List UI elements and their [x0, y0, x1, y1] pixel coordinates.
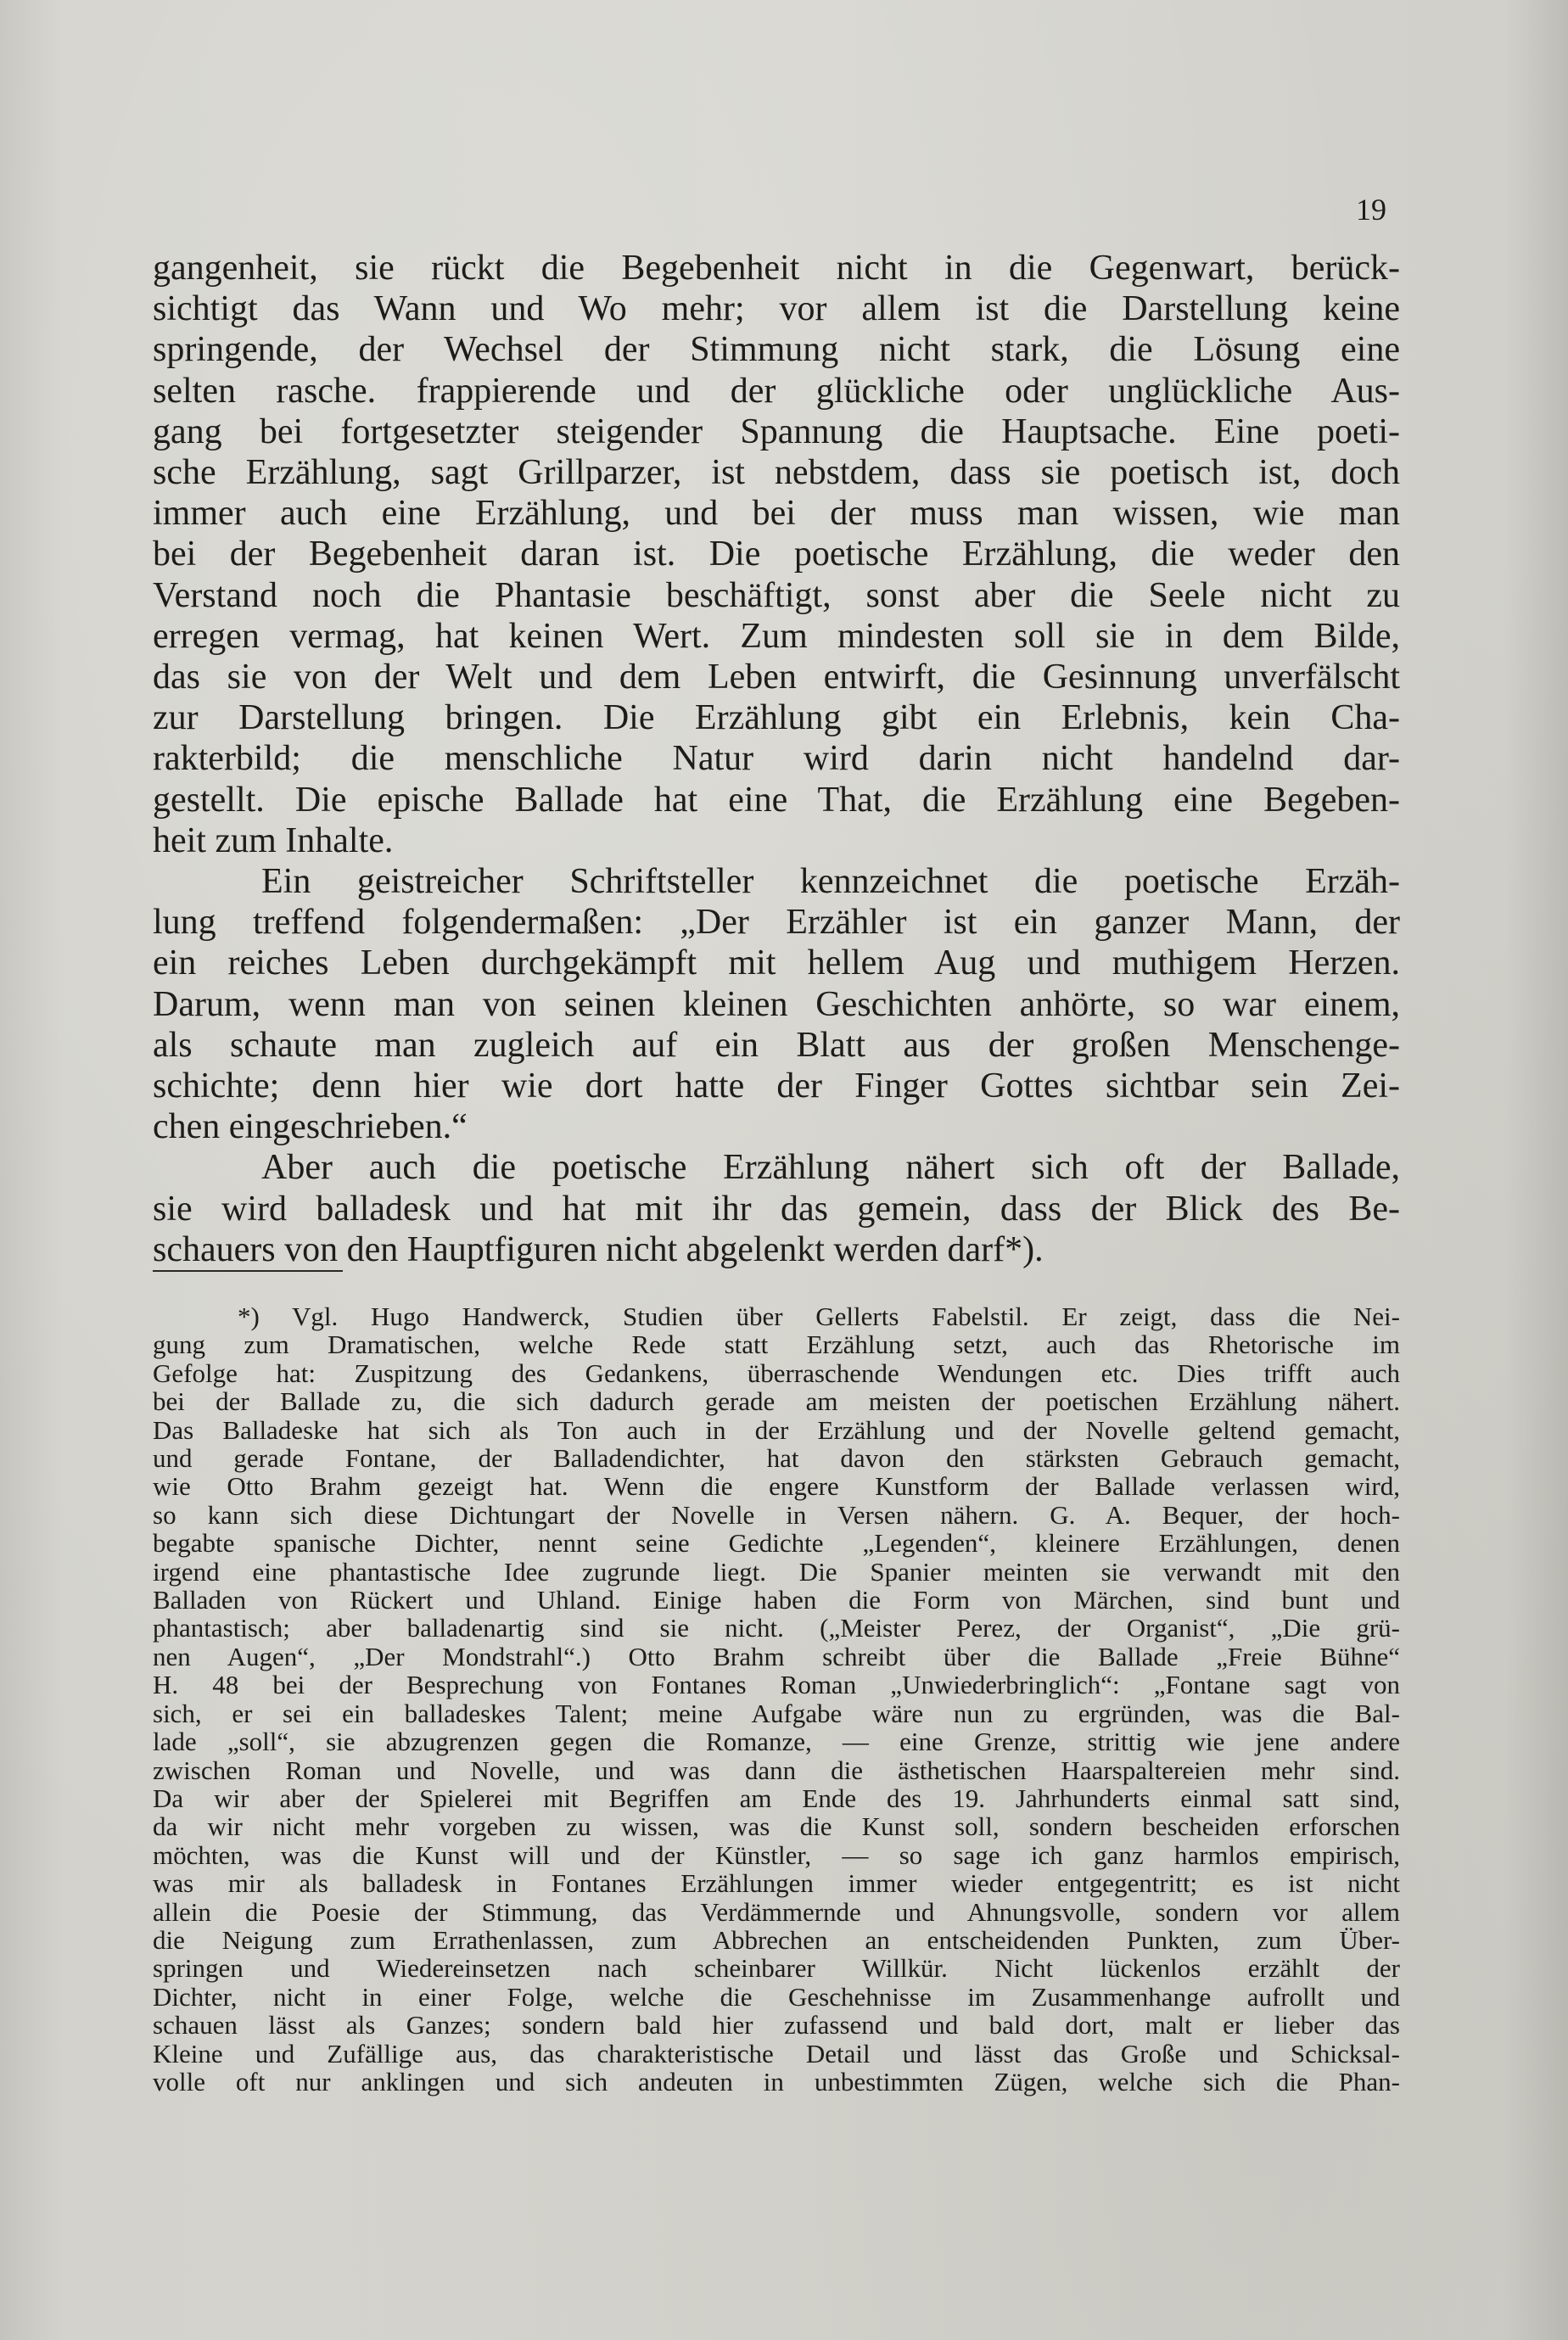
- text-line: zur Darstellung bringen. Die Erzählung gibt ein Erlebnis, kein Cha-: [153, 698, 1400, 738]
- text-line: erregen vermag, hat keinen Wert. Zum mindesten soll sie in dem Bilde,: [153, 616, 1400, 656]
- text-line: sie wird balladesk und hat mit ihr das gemein, dass der Blick des Be-: [153, 1189, 1400, 1229]
- text-line: schauers von den Hauptfiguren nicht abgelenkt werden darf*).: [153, 1229, 1044, 1269]
- text-line: ein reiches Leben durchgekämpft mit hellem Aug und muthigem Herzen.: [153, 943, 1400, 983]
- page-number: 19: [1356, 193, 1386, 227]
- footnote-line: phantastisch; aber balladenartig sind sie nicht. („Meister Perez, der Organist“, „Die grü-: [153, 1613, 1400, 1643]
- text-line: Verstand noch die Phantasie beschäftigt, sonst aber die Seele nicht zu: [153, 575, 1400, 615]
- text-line: Ein geistreicher Schriftsteller kennzeichnet die poetische Erzäh-: [261, 862, 1400, 902]
- footnote-line: da wir nicht mehr vorgeben zu wissen, was die Kunst soll, sondern bescheiden erforschen: [153, 1811, 1400, 1842]
- footnote-line: Kleine und Zufällige aus, das charakteristische Detail und lässt das Große und Schicksal-: [153, 2038, 1400, 2068]
- footnote-line: lade „soll“, sie abzugrenzen gegen die Romanze, — eine Grenze, strittig wie jene andere: [153, 1727, 1400, 1757]
- text-line: sche Erzählung, sagt Grillparzer, ist nebstdem, dass sie poetisch ist, doch: [153, 453, 1400, 493]
- footnote-line: die Neigung zum Errathenlassen, zum Abbrechen an entscheidenden Punkten, zum Über-: [153, 1924, 1400, 1955]
- text-line: schichte; denn hier wie dort hatte der Finger Gottes sichtbar sein Zei-: [153, 1066, 1400, 1106]
- text-line: bei der Begebenheit daran ist. Die poetische Erzählung, die weder den: [153, 535, 1400, 574]
- footnote-line: schauen lässt als Ganzes; sondern bald hier zufassend und bald dort, malt er lieber das: [153, 2010, 1400, 2041]
- text-line: selten rasche. frappierende und der glückliche oder unglückliche Aus-: [153, 371, 1400, 411]
- footnote-line: *) Vgl. Hugo Handwerck, Studien über Gellerts Fabelstil. Er zeigt, dass die Nei-: [238, 1302, 1400, 1331]
- footnote-line: möchten, was die Kunst will und der Künstler, — so sage ich ganz harmlos empirisch,: [153, 1839, 1400, 1870]
- text-line: springende, der Wechsel der Stimmung nicht stark, die Lösung eine: [153, 330, 1400, 370]
- footnote-line: bei der Ballade zu, die sich dadurch gerade am meisten der poetischen Erzählung nähert.: [153, 1386, 1400, 1417]
- text-line: das sie von der Welt und dem Leben entwirft, die Gesinnung unverfälscht: [153, 658, 1400, 697]
- footnote-line: H. 48 bei der Besprechung von Fontanes Roman „Unwiederbringlich“: „Fontane sagt von: [153, 1670, 1400, 1700]
- footnote-line: Dichter, nicht in einer Folge, welche die Geschehnisse im Zusammenhange aufrollt und: [153, 1981, 1400, 2012]
- text-line: rakterbild; die menschliche Natur wird darin nicht handelnd dar-: [153, 739, 1400, 779]
- footnote-line: wie Otto Brahm gezeigt hat. Wenn die engere Kunstform der Ballade verlassen wird,: [153, 1471, 1400, 1502]
- footnote-line: springen und Wiedereinsetzen nach scheinbarer Willkür. Nicht lückenlos erzählt der: [153, 1953, 1400, 1984]
- paragraph-3: [153, 1147, 1400, 1270]
- footnote-line: irgend eine phantastische Idee zugrunde liegt. Die Spanier meinten sie verwandt mit den: [153, 1556, 1400, 1587]
- footnote-line: und gerade Fontane, der Balladendichter, hat davon den stärksten Gebrauch gemacht,: [153, 1443, 1400, 1474]
- paragraph-2: [153, 861, 1400, 1147]
- text-line: Darum, wenn man von seinen kleinen Geschichten anhörte, so war einem,: [153, 984, 1400, 1024]
- footnote-divider: [153, 1270, 343, 1272]
- text-line: lung treffend folgendermaßen: „Der Erzähler ist ein ganzer Mann, der: [153, 903, 1400, 943]
- footnote-line: allein die Poesie der Stimmung, das Verdämmernde und Ahnungsvolle, sondern vor allem: [153, 1896, 1400, 1927]
- footnote-line: nen Augen“, „Der Mondstrahl“.) Otto Brahm schreibt über die Ballade „Freie Bühne“: [153, 1641, 1400, 1671]
- footnote-line: so kann sich diese Dichtungart der Novelle in Versen nähern. G. A. Bequer, der hoch-: [153, 1499, 1400, 1530]
- footnote-line: Balladen von Rückert und Uhland. Einige haben die Form von Märchen, sind bunt und: [153, 1585, 1400, 1615]
- footnote-lines: [153, 1302, 1400, 2096]
- text-line: sichtigt das Wann und Wo mehr; vor allem ist die Darstellung keine: [153, 289, 1400, 329]
- footnote-line: Da wir aber der Spielerei mit Begriffen am Ende des 19. Jahrhunderts einmal satt sind,: [153, 1783, 1400, 1813]
- text-line: gestellt. Die epische Ballade hat eine That, die Erzählung eine Begeben-: [153, 780, 1400, 820]
- paragraph-1: [153, 248, 1400, 861]
- footnote-line: volle oft nur anklingen und sich andeuten in unbestimmten Zügen, welche sich die Phan-: [153, 2066, 1400, 2096]
- text-line: gang bei fortgesetzter steigender Spannung die Hauptsache. Eine poeti-: [153, 411, 1400, 451]
- footnote-line: sich, er sei ein balladeskes Talent; meine Aufgabe wäre nun zu ergründen, was die Bal-: [153, 1698, 1400, 1728]
- footnote-line: zwischen Roman und Novelle, und was dann die ästhetischen Haarspaltereien mehr sind.: [153, 1755, 1400, 1785]
- text-line: immer auch eine Erzählung, und bei der muss man wissen, wie man: [153, 494, 1400, 534]
- footnote: [153, 1302, 1400, 2096]
- footnote-line: Das Balladeske hat sich als Ton auch in der Erzählung und der Novelle geltend gemacht,: [153, 1414, 1400, 1445]
- footnote-line: gung zum Dramatischen, welche Rede statt Erzählung setzt, auch das Rhetorische im: [153, 1330, 1400, 1360]
- text-line: heit zum Inhalte.: [153, 820, 394, 860]
- footnote-line: begabte spanische Dichter, nennt seine Gedichte „Legenden“, kleinere Erzählungen, denen: [153, 1528, 1400, 1559]
- footnote-line: Gefolge hat: Zuspitzung des Gedankens, überraschende Wendungen etc. Dies trifft auch: [153, 1358, 1400, 1388]
- text-line: gangenheit, sie rückt die Begebenheit nicht in die Gegenwart, berück-: [153, 249, 1400, 288]
- text-line: als schaute man zugleich auf ein Blatt aus der großen Menschenge-: [153, 1025, 1400, 1065]
- main-text: [153, 248, 1400, 1270]
- footnote-line: was mir als balladesk in Fontanes Erzählungen immer wieder entgegentritt; es ist nicht: [153, 1868, 1400, 1899]
- text-line: chen eingeschrieben.“: [153, 1107, 468, 1147]
- text-line: Aber auch die poetische Erzählung nähert sich oft der Ballade,: [261, 1148, 1400, 1188]
